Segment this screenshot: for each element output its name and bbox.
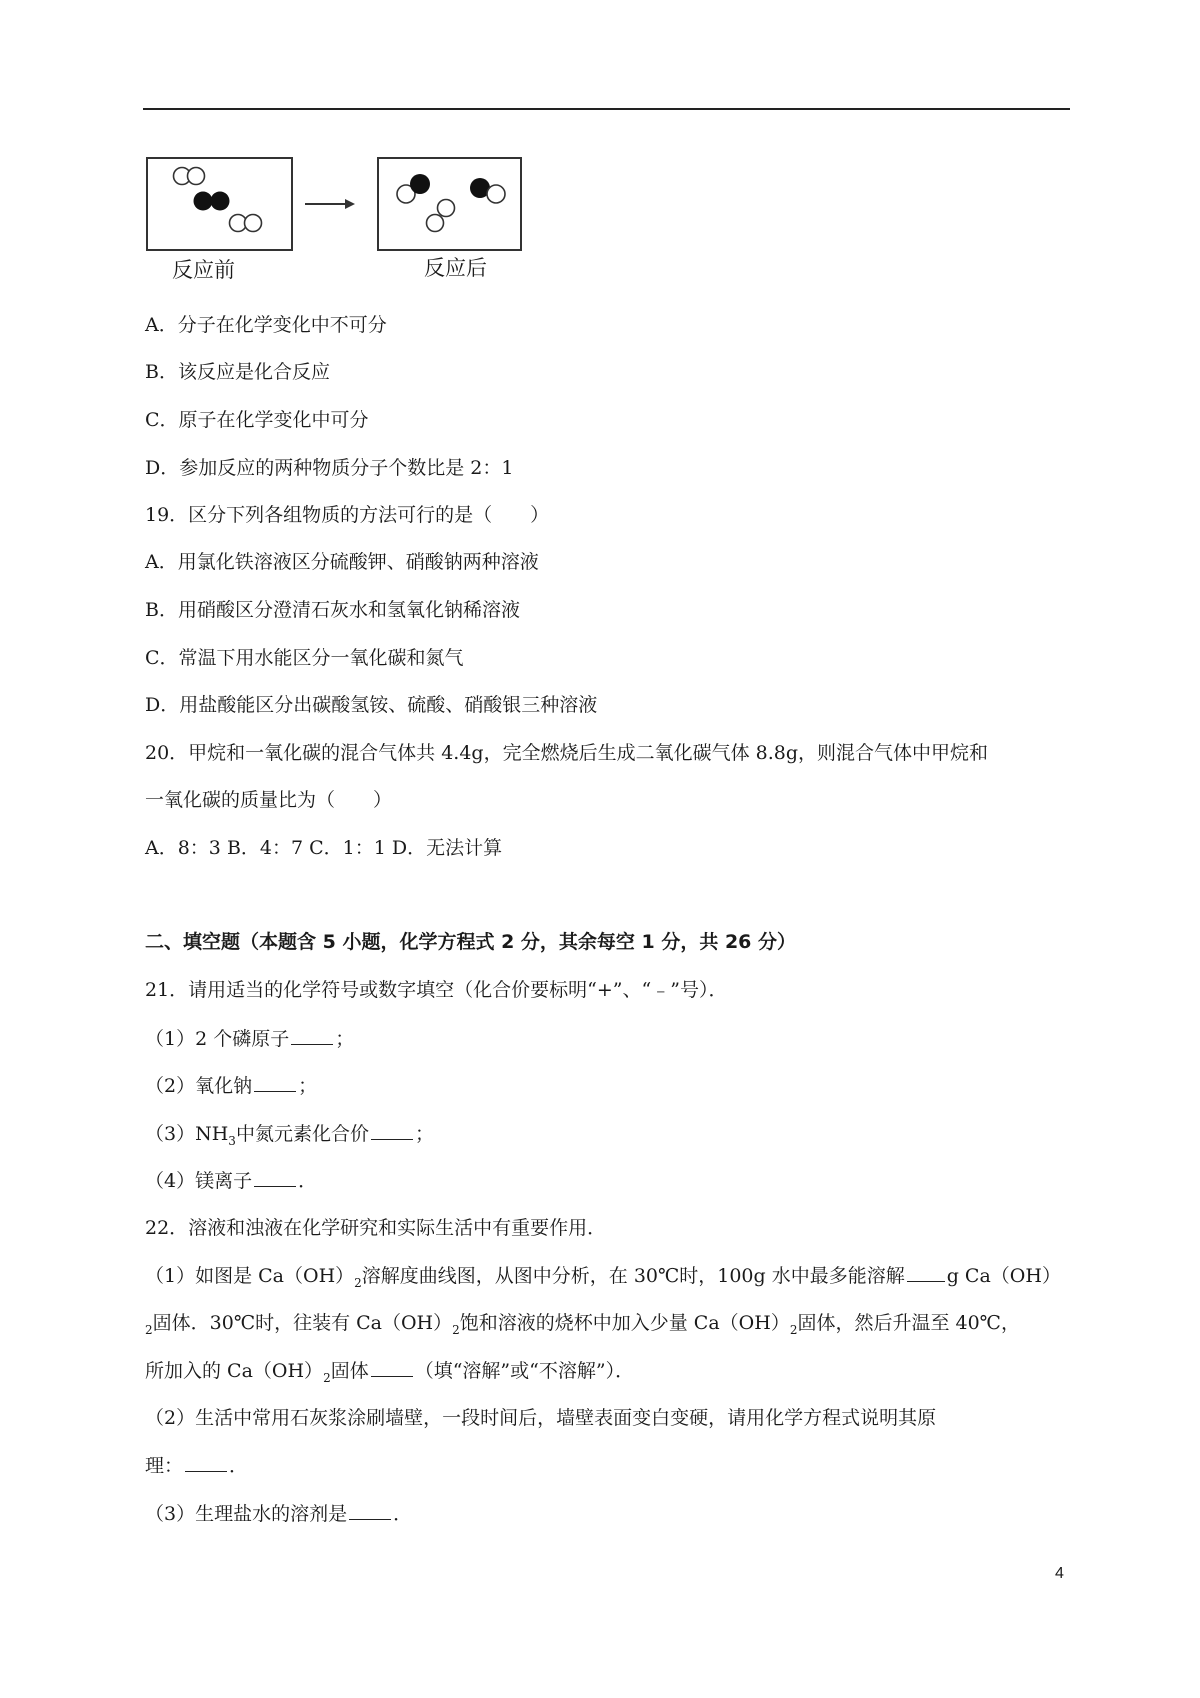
answer-blank[interactable] <box>291 1026 333 1045</box>
q19-option-b: B．用硝酸区分澄清石灰水和氢氧化钠稀溶液 <box>145 599 520 621</box>
q20-options: A．8：3 B．4：7 C．1：1 D．无法计算 <box>145 837 503 859</box>
reaction-diagram <box>140 150 560 295</box>
q20-stem-line2: 一氧化碳的质量比为（ ） <box>145 789 393 811</box>
q22-line2 <box>145 1311 1020 1342</box>
answer-blank[interactable] <box>371 1358 413 1377</box>
q22-line3 <box>145 1358 634 1390</box>
white-atom <box>487 185 505 203</box>
q19-option-c: C．常温下用水能区分一氧化碳和氮气 <box>145 647 464 669</box>
q22-line5 <box>145 1453 248 1478</box>
q20-stem-line1: 20．甲烷和一氧化碳的混合气体共 4.4g，完全燃烧后生成二氧化碳气体 8.8g，则混合气体中甲烷和 <box>145 742 989 764</box>
q21-part1-text: （1）2 个磷原子 <box>145 1028 290 1050</box>
q22-line3-b: 固体 <box>330 1360 369 1382</box>
q22-stem: 22．溶液和浊液在化学研究和实际生活中有重要作用． <box>145 1217 607 1239</box>
subscript: 2 <box>323 1370 331 1385</box>
q21-part2-text: （2）氧化钠 <box>145 1075 253 1097</box>
q18-option-d: D．参加反应的两种物质分子个数比是 2：1 <box>145 457 514 479</box>
after-label: 反应后 <box>424 256 487 280</box>
answer-blank[interactable] <box>254 1073 296 1092</box>
q22-line4: （2）生活中常用石灰浆涂刷墙壁，一段时间后，墙壁表面变白变硬，请用化学方程式说明其原 <box>145 1407 937 1429</box>
q22-line1-c: g Ca（OH） <box>946 1265 1061 1287</box>
header-rule <box>143 108 1070 110</box>
subscript: 2 <box>452 1322 460 1337</box>
before-label: 反应前 <box>172 258 235 282</box>
q21-part4-text: （4）镁离子 <box>145 1170 253 1192</box>
subscript: 2 <box>145 1322 153 1337</box>
black-atom <box>410 174 430 194</box>
white-atom <box>188 168 205 185</box>
q21-part3 <box>145 1121 434 1153</box>
q21-part3-text2: 中氮元素化合价 <box>235 1123 369 1145</box>
white-atom <box>438 200 455 217</box>
answer-blank[interactable] <box>254 1168 296 1187</box>
subscript: 3 <box>228 1133 236 1148</box>
q22-line2-a: 固体．30℃时，往装有 Ca（OH） <box>152 1312 453 1334</box>
white-atom <box>245 215 262 232</box>
q21-part4 <box>145 1168 317 1193</box>
q19-stem: 19．区分下列各组物质的方法可行的是（ ） <box>145 504 550 526</box>
subscript: 2 <box>789 1322 798 1337</box>
q21-part3-text: （3）NH <box>145 1123 229 1145</box>
black-atom <box>194 192 213 211</box>
q22-line6-b: ． <box>393 1503 413 1525</box>
q19-option-d: D．用盐酸能区分出碳酸氢铵、硫酸、硝酸银三种溶液 <box>145 694 598 716</box>
q22-line1-b: 溶解度曲线图，从图中分析，在 30℃时，100g 水中最多能溶解 <box>361 1265 905 1287</box>
q22-line5-a: 理： <box>145 1455 184 1477</box>
q19-option-a: A．用氯化铁溶液区分硫酸钾、硝酸钠两种溶液 <box>145 551 539 573</box>
q21-part2 <box>145 1073 317 1098</box>
q21-part2-end: ； <box>298 1075 318 1097</box>
q21-stem: 21．请用适当的化学符号或数字填空（化合价要标明“+”、“﹣”号）． <box>145 979 728 1001</box>
q22-line6 <box>145 1501 412 1526</box>
answer-blank[interactable] <box>349 1501 391 1520</box>
q21-part4-end: ． <box>298 1170 318 1192</box>
reaction-arrowhead <box>345 199 355 209</box>
q18-option-c: C．原子在化学变化中可分 <box>145 409 369 431</box>
section2-heading: 二、填空题（本题含 5 小题，化学方程式 2 分，其余每空 1 分，共 26 分） <box>145 931 797 953</box>
q21-part3-end: ； <box>414 1123 434 1145</box>
q22-line6-a: （3）生理盐水的溶剂是 <box>145 1503 348 1525</box>
q22-line2-b: 饱和溶液的烧杯中加入少量 Ca（OH） <box>459 1312 790 1334</box>
q21-part1 <box>145 1026 354 1051</box>
q18-option-b: B．该反应是化合反应 <box>145 361 330 383</box>
white-atom <box>427 215 444 232</box>
answer-blank[interactable] <box>371 1121 413 1140</box>
answer-blank[interactable] <box>907 1263 945 1282</box>
q22-line1-a: （1）如图是 Ca（OH） <box>145 1265 355 1287</box>
q18-option-a: A．分子在化学变化中不可分 <box>145 314 387 336</box>
page-number: 4 <box>1055 1565 1064 1582</box>
q22-line3-c: （填“溶解”或“不溶解”）． <box>414 1360 635 1382</box>
subscript: 2 <box>354 1275 362 1290</box>
q22-line5-b: ． <box>229 1455 249 1477</box>
q21-part1-end: ； <box>335 1028 355 1050</box>
answer-blank[interactable] <box>185 1453 227 1472</box>
black-atom <box>211 192 230 211</box>
q22-line2-c: 固体，然后升温至 40℃， <box>797 1312 1020 1334</box>
q22-line3-a: 所加入的 Ca（OH） <box>145 1360 324 1382</box>
q22-line1 <box>145 1263 1061 1295</box>
